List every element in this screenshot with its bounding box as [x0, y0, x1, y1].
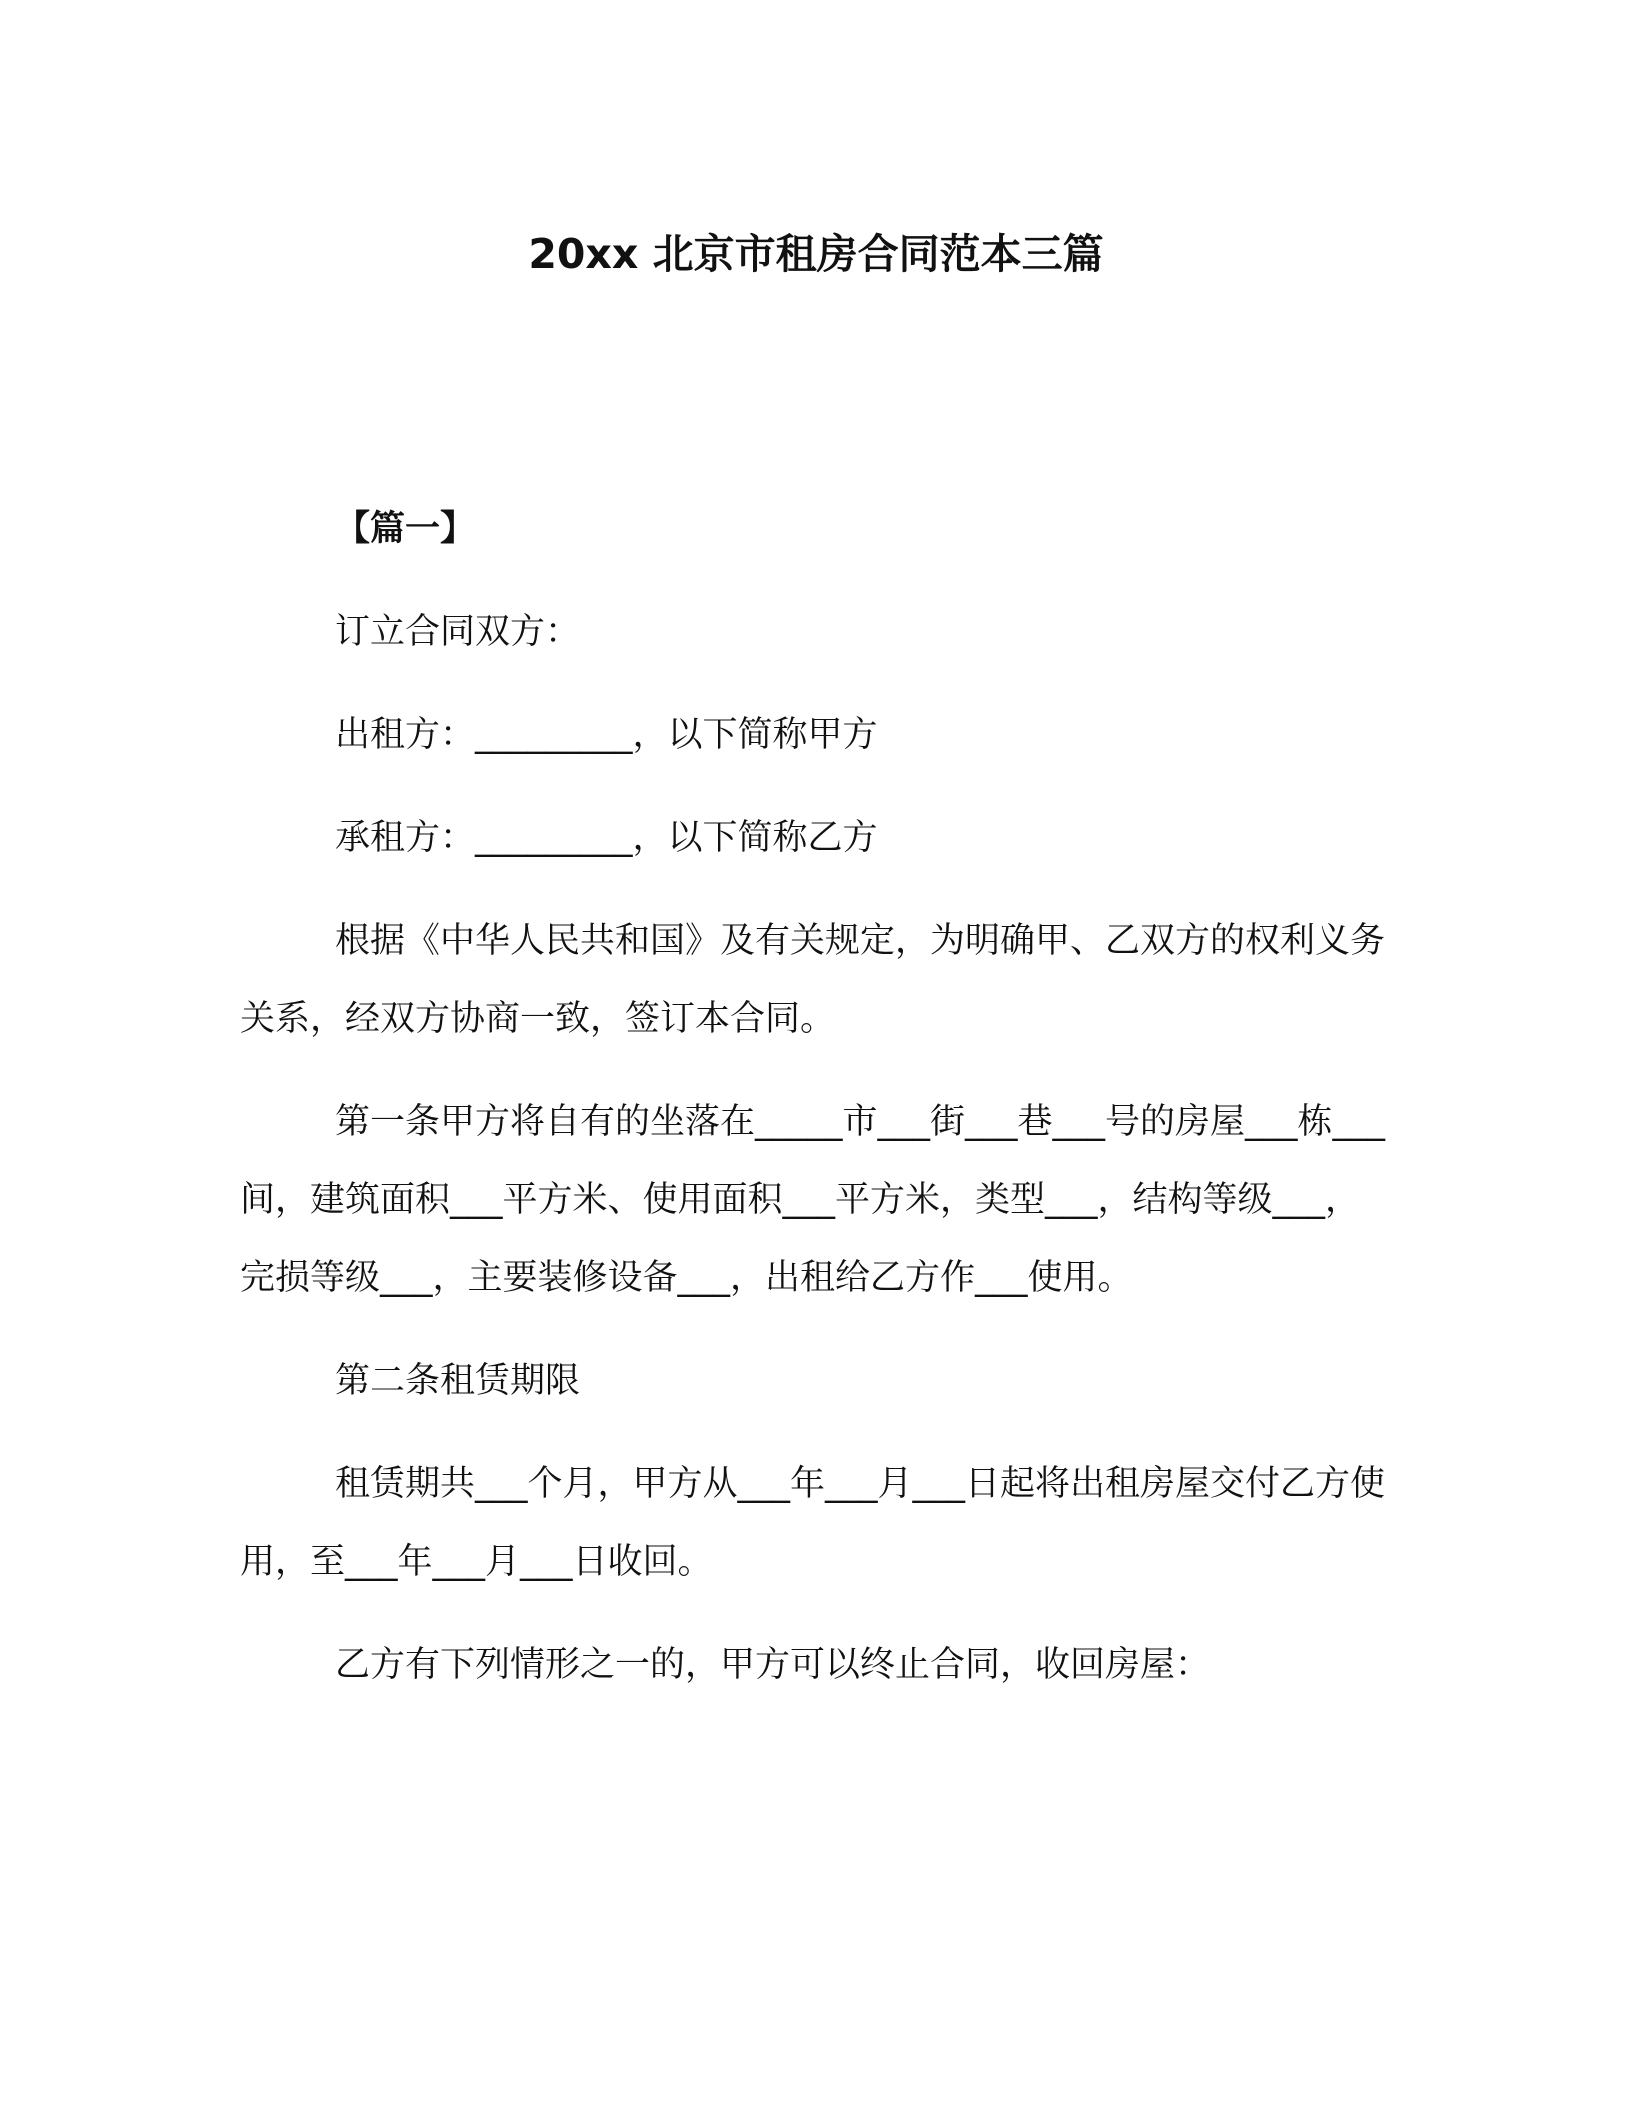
basis-paragraph: 根据《中华人民共和国》及有关规定，为明确甲、乙双方的权利义务关系，经双方协商一致，签订本合同。: [240, 921, 1386, 1039]
lessee-paragraph: 承租方：_________，以下简称乙方: [335, 818, 878, 858]
article-2-term-paragraph: 租赁期共___个月，甲方从___年___月___日起将出租房屋交付乙方使用，至___年___月___日收回。: [240, 1464, 1386, 1582]
article-2-title: 第二条租赁期限: [335, 1361, 581, 1401]
document-title: 20xx 北京市租房合同范本三篇: [528, 230, 1104, 278]
termination-intro-paragraph: 乙方有下列情形之一的，甲方可以终止合同，收回房屋：: [335, 1645, 1211, 1685]
document-body: [240, 490, 1392, 1729]
section-heading: 【篇一】: [335, 509, 476, 549]
article-1-paragraph: 第一条甲方将自有的坐落在_____市___街___巷___号的房屋___栋___间，建筑面积___平方米、使用面积___平方米，类型___，结构等级___，完损等级___，主要装修设备___，出租给乙方作___使用。: [240, 1102, 1386, 1298]
parties-intro-paragraph: 订立合同双方：: [335, 612, 581, 652]
lessor-paragraph: 出租方：_________，以下简称甲方: [335, 715, 878, 755]
